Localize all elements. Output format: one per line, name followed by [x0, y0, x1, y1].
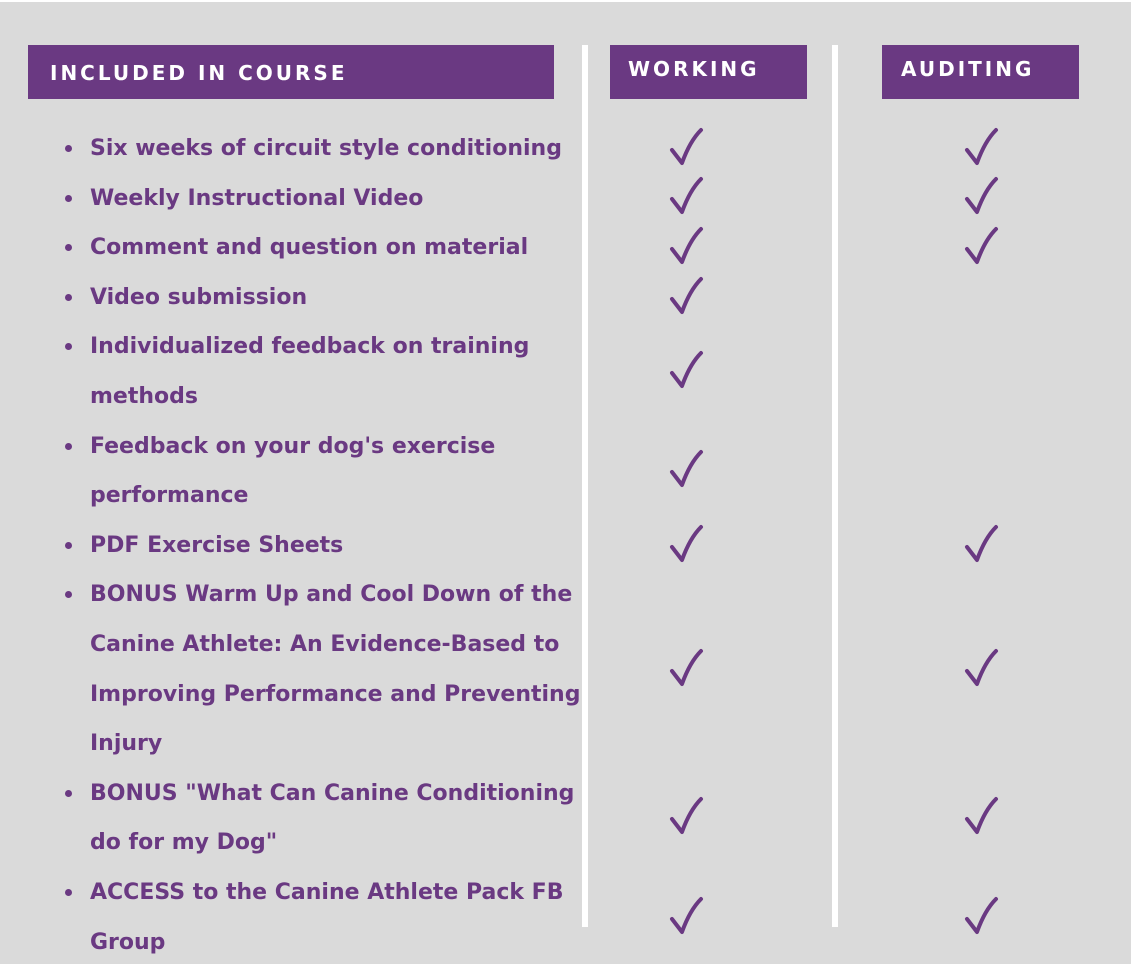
checkmark-icon	[963, 226, 999, 266]
feature-text-line: Individualized feedback on training	[90, 322, 568, 372]
feature-list	[58, 124, 568, 967]
bullet-icon	[65, 244, 72, 251]
feature-text-line: Canine Athlete: An Evidence-Based to	[90, 620, 568, 670]
feature-text-line: PDF Exercise Sheets	[90, 521, 568, 571]
bullet-icon	[65, 889, 72, 896]
feature-text-line: Improving Performance and Preventing	[90, 670, 568, 720]
feature-text-line: Injury	[90, 719, 568, 769]
checkmark-icon	[668, 449, 704, 489]
checkmark-icon	[963, 896, 999, 936]
bullet-icon	[65, 591, 72, 598]
included-in-course-header-label: INCLUDED IN COURSE	[50, 61, 348, 85]
feature-text-line: performance	[90, 471, 568, 521]
checkmark-icon	[668, 276, 704, 316]
bullet-icon	[65, 145, 72, 152]
auditing-column-header-label: AUDITING	[901, 57, 1034, 81]
top-strip	[0, 0, 1132, 2]
feature-text-line: Group	[90, 918, 568, 967]
feature-item	[58, 223, 568, 273]
working-column-header-label: WORKING	[628, 57, 760, 81]
column-divider	[832, 45, 838, 927]
feature-text-line: Feedback on your dog's exercise	[90, 422, 568, 472]
included-in-course-header	[28, 45, 554, 99]
feature-item	[58, 422, 568, 521]
checkmark-icon	[963, 176, 999, 216]
checkmark-icon	[668, 127, 704, 167]
checkmark-icon	[963, 524, 999, 564]
bullet-icon	[65, 443, 72, 450]
feature-item	[58, 273, 568, 323]
checkmark-icon	[668, 796, 704, 836]
bullet-icon	[65, 343, 72, 350]
feature-item	[58, 868, 568, 967]
feature-item	[58, 322, 568, 421]
feature-text-line: ACCESS to the Canine Athlete Pack FB	[90, 868, 568, 918]
feature-item	[58, 570, 568, 768]
feature-text-line: BONUS "What Can Canine Conditioning	[90, 769, 568, 819]
feature-text-line: Weekly Instructional Video	[90, 174, 568, 224]
checkmark-icon	[668, 176, 704, 216]
feature-item	[58, 124, 568, 174]
bullet-icon	[65, 790, 72, 797]
checkmark-icon	[668, 896, 704, 936]
feature-text-line: methods	[90, 372, 568, 422]
feature-text-line: BONUS Warm Up and Cool Down of the	[90, 570, 568, 620]
auditing-column-header	[882, 45, 1079, 99]
feature-item	[58, 521, 568, 571]
feature-text-line: do for my Dog"	[90, 818, 568, 868]
checkmark-icon	[963, 648, 999, 688]
feature-text-line: Video submission	[90, 273, 568, 323]
checkmark-icon	[668, 524, 704, 564]
feature-item	[58, 769, 568, 868]
working-column-header	[610, 45, 807, 99]
bullet-icon	[65, 195, 72, 202]
checkmark-icon	[963, 796, 999, 836]
bullet-icon	[65, 294, 72, 301]
column-divider	[582, 45, 588, 927]
bullet-icon	[65, 542, 72, 549]
checkmark-icon	[668, 648, 704, 688]
feature-text-line: Six weeks of circuit style conditioning	[90, 124, 568, 174]
feature-text-line: Comment and question on material	[90, 223, 568, 273]
checkmark-icon	[963, 127, 999, 167]
feature-item	[58, 174, 568, 224]
checkmark-icon	[668, 226, 704, 266]
checkmark-icon	[668, 350, 704, 390]
